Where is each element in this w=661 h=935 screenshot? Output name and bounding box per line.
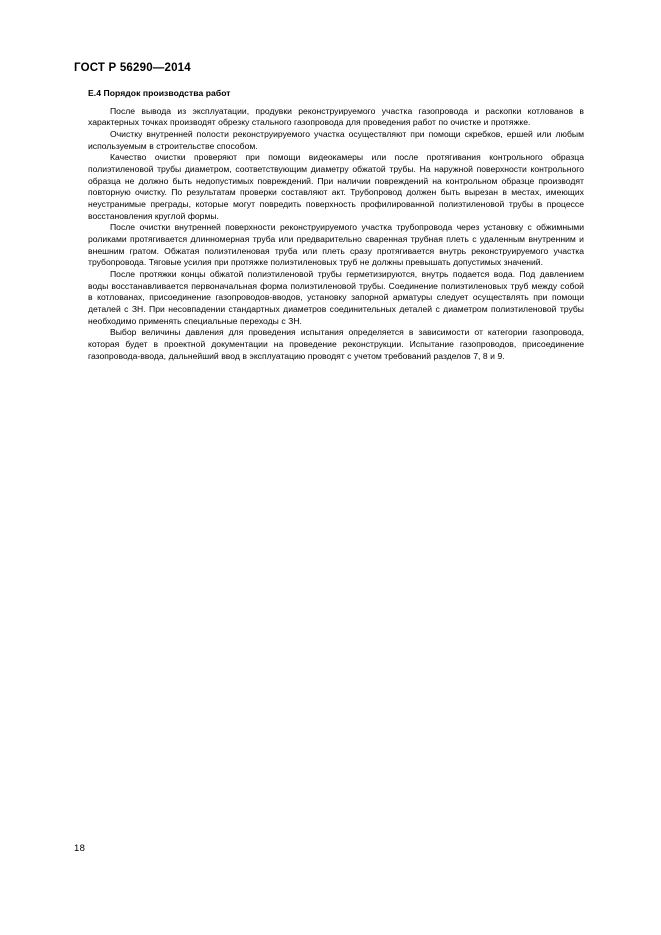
body-paragraph: После очистки внутренней поверхности реконструируемого участка трубопровода через установку с обжимными роликами протягивается длинномерная труба или предварительно сваренная трубная плеть с удаленным внутренним и внешним гратом. Обжатая полиэтиленовая труба или плеть сразу протягивается внутрь реконструируемого участка трубопровода. Тяговые усилия при протяжке полиэтиленовых труб не должны превышать допустимых значений.: [88, 222, 584, 268]
body-paragraph: После протяжки концы обжатой полиэтиленовой трубы герметизируются, внутрь подается вода. Под давлением воды восстанавливается первоначальная форма полиэтиленовой трубы. Соединение полиэтиленовых труб между собой в котлованах, присоединение газопроводов-вводов, установку запорной арматуры следует осуществлять при помощи деталей с ЗН. При несовпадении стандартных диаметров соединительных деталей с диаметром полиэтиленовой трубы необходимо применять специальные переходы с ЗН.: [88, 268, 584, 326]
page-body: [88, 88, 584, 362]
standard-number-header: ГОСТ Р 56290—2014: [74, 62, 191, 74]
body-paragraph: Качество очистки проверяют при помощи видеокамеры или после протягивания контрольного образца полиэтиленовой трубы диаметром, соответствующим диаметру обжатой трубы. На наружной поверхности контрольного образца не должно быть недопустимых повреждений. При наличии повреждений на контрольном образце производят повторную очистку. По результатам проверки составляют акт. Трубопровод должен быть вырезан в местах, имеющих неустранимые преграды, которые могут повредить поверхность профилированной полиэтиленовой трубы в процессе восстановления круглой формы.: [88, 152, 584, 221]
body-paragraph: Очистку внутренней полости реконструируемого участка осуществляют при помощи скребков, ершей или любым используемым в строительстве способом.: [88, 129, 584, 151]
body-paragraph: После вывода из эксплуатации, продувки реконструируемого участка газопровода и раскопки котлованов в характерных точках производят обрезку стального газопровода для проведения работ по очистке и протяжке.: [88, 105, 584, 128]
body-paragraph: Выбор величины давления для проведения испытания определяется в зависимости от категории газопровода, которая будет в проектной документации на проведение реконструкции. Испытание газопроводов, присоединение газопровода-ввода, дальнейший ввод в эксплуатацию проводят с учетом требований разделов 7, 8 и 9.: [88, 327, 584, 361]
section-heading: Е.4 Порядок производства работ: [88, 88, 231, 98]
page-number: 18: [74, 843, 86, 854]
